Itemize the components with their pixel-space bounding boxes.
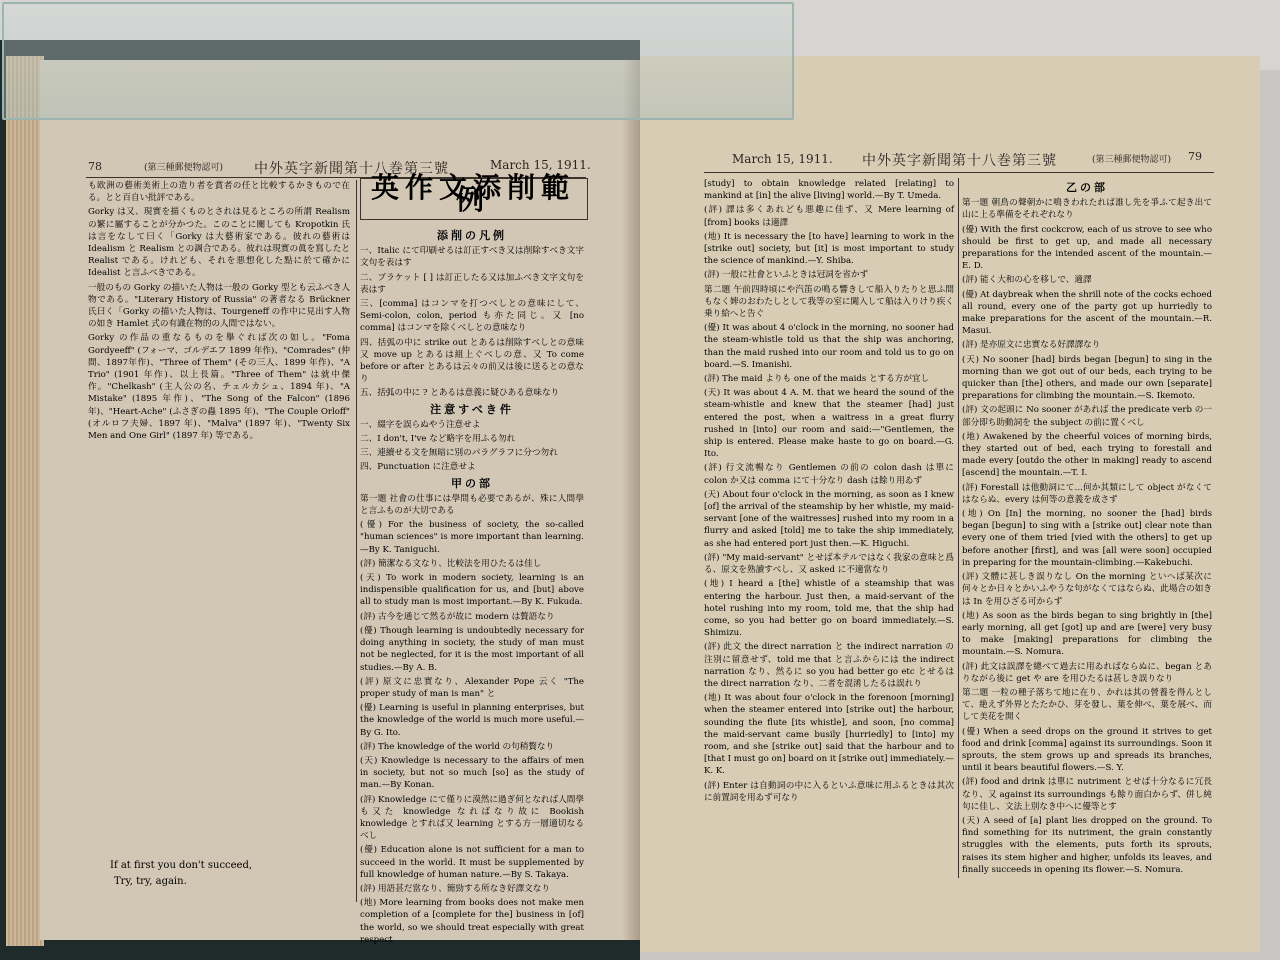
section-a-heading: 甲の部 bbox=[451, 476, 493, 490]
entry: (評) 譯は多くあれども悪趣に佳ず、又 Mere learning of [from] books は適譯 bbox=[704, 205, 954, 228]
section-a-entry: (優) Learning is useful in planning enterprises, but the knowledge of the world is much more useful.—By G. Ito. bbox=[360, 703, 584, 738]
entry: (評) 文の起頭に No sooner があれば the predicate verb の一部分即ち助動詞を the subject の前に置くべし bbox=[962, 405, 1212, 428]
entry: (評) 文體に甚しき誤りなし On the morning といへば某次に何々とか日々とかいふやうな句がなくてはならぬ、此場合の如きは In を用ひざる可からず bbox=[962, 572, 1212, 607]
paper-title: 中外英字新聞第十八巻第三號 bbox=[862, 153, 1057, 169]
rules-heading: 添削の凡例 bbox=[437, 229, 507, 242]
entry: (地) It is necessary the [to have] learning to work in the [strike out] society, but [it] is most important to study the science of mankind.—Y. Shiba. bbox=[704, 231, 954, 267]
entry: (優) When a seed drops on the ground it strives to get food and drink [comma] against its surroundings. Soon it sprouts, the stem grows up and spreads its branches, until it bears beautiful flowers.—S. Y. bbox=[962, 726, 1212, 774]
motto-line: Try, try, again. bbox=[114, 876, 187, 887]
entry: (天) No sooner [had] birds began [begun] to sing in the morning than we got out of our beds, each trying to be quicker than [the] others, and made our own [separate] preparations for climbing the mountain.—S. Ikemoto. bbox=[962, 354, 1212, 402]
rule-item: 一、Italic にて印刷せるは訂正すべき又は削除すべき文字文句を表はす bbox=[360, 246, 584, 269]
entry: (評) 此文 the direct narration と the indirect narration の注別に留意せず、told me that と言ふからには the indirect narration なり、然るに so you had better go etc とせるは the direct narration なり、二者を混淆したるは誤れり bbox=[704, 642, 954, 689]
entry: 第一題 朝鳥の聲朝かに鳴きわれたれば誰し先を爭ふて起き出て山に上る準備をそれぞれなり bbox=[962, 198, 1212, 221]
motto-line: If at first you don't succeed, bbox=[110, 860, 253, 871]
motto bbox=[110, 858, 252, 890]
permit-note: (第三種郵便物認可) bbox=[144, 163, 224, 173]
section-a-entry: (優) For the business of society, the so-called "human sciences" is more important than learning.—By K. Taniguchi. bbox=[360, 520, 584, 555]
essay-column bbox=[88, 180, 350, 840]
section-a-entry: (評) The knowledge of the world の句稍贅なり bbox=[360, 741, 555, 752]
page-edges bbox=[6, 56, 44, 946]
cautions-heading: 注意すべき件 bbox=[430, 402, 514, 416]
glass-ruler bbox=[2, 2, 794, 120]
column-divider bbox=[958, 178, 959, 878]
entry: (優) It was about 4 o'clock in the morning, no sooner had the steam-whistle told us that the ship was anchoring, than the maid rushed into our room and told us to go on board.—S. Imanishi. bbox=[704, 323, 954, 370]
entry: 第二題 一粒の種子落ちて地に在り、かれは其の營養を得んとして、絶えず外界とたたかひ、芽を發し、葉を伸べ、葉を展べ、而して美花を開く bbox=[962, 687, 1212, 723]
section-a-entry: (地) More learning from books does not make men completion of a [complete for the] business in [of] the world, so we should treat especially with great respect bbox=[360, 898, 584, 945]
caution-item: 一、綴字を誤らぬやう注意せよ bbox=[360, 419, 481, 430]
issue-date: March 15, 1911. bbox=[490, 158, 591, 172]
section-a-entry: (評) Knowledge にて僅りに漠然に過ぎ何となれば人間學も又た knowledge なればなり故に Bookish knowledge とすれば又 learning とする方一層適切なるべし bbox=[360, 794, 584, 842]
section-a-entry: (評) 原文に忠實なり、Alexander Pope 云く "The proper study of man is man" と bbox=[360, 676, 584, 699]
right-left-column bbox=[704, 178, 954, 868]
rule-item: 二、ブラケット [ ] は訂正したる又は加ふべき文字文句を表はす bbox=[360, 272, 584, 295]
article-column bbox=[360, 226, 584, 945]
entry: (評) Forestall は他動詞にて...何か其類にして object がなくてはならぬ、every は何等の意義を成さず bbox=[962, 482, 1212, 505]
section-b-heading: 乙の部 bbox=[1066, 181, 1108, 194]
paper-title: 中外英字新聞第十八巻第三號 bbox=[254, 161, 449, 177]
entry: (優) With the first cockcrow, each of us strove to see who should be first to get up, and made all necessary preparations for the intended ascent of the mountain.—E. D. bbox=[962, 224, 1212, 272]
caution-item: 四、Punctuation に注意せよ bbox=[360, 462, 476, 473]
entry: (地) On [In] the morning, no sooner the [had] birds began [begun] to sing with a [strike out] clear note than every one of them tried [vied with the others] to get up before another [first], and was [all were soon] occupied in preparing for the mountain-climbing.—Kakebuchi. bbox=[962, 509, 1212, 568]
entry: (天) A seed of [a] plant lies dropped on the ground. To find something for its nutriment, the grain constantly struggles with the elements, puts forth its sprouts, raises its stem higher and higher, unfolds its leaves, and finally succeeds in opening its flower.—S. Nomura. bbox=[962, 815, 1212, 875]
entry: (評) The maid よりも one of the maids とする方が宜し bbox=[704, 374, 930, 385]
entry: (天) About four o'clock in the morning, as soon as I knew [of] the arrival of the steamship by her whistle, my maid-servant [one of the waitresses] rushed into my room in a flurry and asked [told] me to take the ship immediately, as she had entered port just then.—K. Higuchi. bbox=[704, 489, 954, 549]
entry: (評) 是亦原文に忠實なる好譯譯なり bbox=[962, 340, 1101, 351]
entry: (評) "My maid-servant" とせば本テルではなく我家の意味と爲る、原文を熟讀すべし、又 asked に不適當なり bbox=[704, 552, 954, 576]
entry: (評) 一般に社會といふときは冠詞を省かず bbox=[704, 270, 869, 281]
entry: 第二題 午前四時頃にや汽笛の鳴る響きして船入りたりと思ふ間もなく婢のおわたしとして我等の室に闖入して船は入りけり疾く乗り給へと告ぐ bbox=[704, 284, 954, 320]
page-number: 79 bbox=[1188, 150, 1202, 163]
essay-paragraph: 一般のもの Gorky の描いた人物は一般の Gorky 型とも云ふべき人物である。"Literary History of Russia" の著者なる Brückner 氏曰く「Gorky の描いた人物は、Tourgeneff の作中に見出す人物の如き Hamlet 式の有識在物的の人間ではない。 bbox=[88, 282, 350, 330]
entry: (評) 行文流暢なり Gentlemen の前の colon dash は單に colon か又は comma にて十分なり dash は餘り用ゐず bbox=[704, 463, 954, 486]
section-a-entry: (優) Though learning is undoubtedly necessary for doing anything in society, the study of man must not be neglected, for it is the most important of all studies.—By A. B. bbox=[360, 625, 584, 673]
section-a-entry: (優) Education alone is not sufficient for a man to succeed in the world. It must be supplemented by full knowledge of human nature.—By S. Takaya. bbox=[360, 845, 584, 880]
entry: (地) Awakened by the cheerful voices of morning birds, they started out of bed, each trying to forestall and made every [outdo the other in making] ready to ascend [ascend] the mountain.—T. I. bbox=[962, 431, 1212, 479]
rule-item: 五、括弧の中に ? とあるは意義に疑ひある意味なり bbox=[360, 388, 560, 399]
section-a-entry: 第一題 社會の仕事には學問も必要であるが、殊に人間學と言ふものが大切である bbox=[360, 493, 584, 517]
entry: (評) Enter は自動詞の中に入るといふ意味に用ふるときは其次に前置詞を用ゐず可なり bbox=[704, 780, 954, 803]
rule-item: 三、[comma] はコンマを打つべしとの意味にして、Semi-colon, colon, period も亦た同じ。又 [no comma] はコンマを除くべしとの意味なり bbox=[360, 299, 584, 334]
entry: (地) It was about four o'clock in the forenoon [morning] when the steamer entered into [strike out] the harbour, sounding the flute [its whistle], and soon, [no comma] the maid-servant came busily [hurriedly] to [into] my room, and she [strike out] said that the harbour and to [that I must go on] board on it [strike out] immediately.—K. K. bbox=[704, 693, 954, 777]
section-a-entry: (評) 古今を通じて然るが故に modern は贅語なり bbox=[360, 611, 555, 622]
article-title: 英作文添削範例 bbox=[370, 171, 575, 217]
caution-item: 三、連續せる文を無暗に別のパラグラフに分つ勿れ bbox=[360, 448, 558, 459]
section-a-entry: (評) 簡潔なる文なり、比較法を用ひたるは佳し bbox=[360, 558, 542, 569]
entry: (地) I heard a [the] whistle of a steamship that was entering the harbour. Just then, a maid-servant of the hotel rushing into my room, told me, that the ship had come, so you had better go on board immediately.—S. Shimizu. bbox=[704, 579, 954, 639]
entry: (地) As soon as the birds began to sing brightly in [the] early morning, all get [got] up and are [were] very busy to make [making] preparations for climbing the mountain.—S. Nomura. bbox=[962, 610, 1212, 658]
header-rule bbox=[704, 172, 1214, 173]
essay-paragraph: も欧洲の藝術美術上の造り者を賞者の任と比較するかきもので在る。とと百自い批評である。 bbox=[88, 181, 350, 204]
issue-date: March 15, 1911. bbox=[732, 152, 833, 166]
entry: (評) food and drink は單に nutriment とせば十分なるに冗長なり、又 against its surroundings も餘り面白からず、併し純句に佳し、文法上別なき中へに優等とす bbox=[962, 777, 1212, 812]
essay-paragraph: Gorky は又、現實を描くものとされは見るところの所謂 Realism の繁に屬することが分かつた。このことに關しても Kropotkin 氏は言をなして曰く「Gorky は大藝術家である。彼れの藝術は Idealism と Realism との調合である。彼れは現實の眞を寫したと Realist である。けれども、それを悪想化した點に於て確かに Idealist と言ふべきである。 bbox=[88, 207, 350, 279]
section-a-entry: (天) To work in modern society, learning is an indispensible qualification for us, and [but] above all to study man is most important.—By K. Fukuda. bbox=[360, 573, 584, 608]
page-number: 78 bbox=[88, 160, 102, 173]
section-a-entry: (天) Knowledge is necessary to the affairs of men in society, but not so much [so] as the study of man.—By Konan. bbox=[360, 755, 584, 791]
rule-item: 四、括弧の中に strike out とあるは削除すべしとの意味又 move up とあるは組上ぐべしの意、又 To come before or after とあるは云々の前又は後に送るとの意なり bbox=[360, 337, 584, 385]
right-right-column bbox=[962, 178, 1212, 878]
essay-paragraph: Gorky の作品の重なるものを擧ぐれば次の如し。"Foma Gordyeeff" (フォーマ、ゴルデエフ 1899 年作)、"Comrades" (仲間、1897年作)、"Three of Them" (その三人、1899 年作)、"A Trio" (1901 年作)、以上長篇。"Three of Them" は就中傑作。"Chelkash" (主人公の名、チェルカシュ、1894 年)、"A Mistake" (1895 年作)、"The Song of the Falcon" (1896 年)、"Heart-Ache" (ふさぎの蟲 1895 年)、"The Couple Orloff" (オルロフ夫婦、1897 年)、"Malva" (1897 年)、"Twenty Six Men and One Girl" (1897 年) 等である。 bbox=[88, 333, 350, 442]
entry: (評) 能く大和の心を移しで、適譯 bbox=[962, 275, 1092, 286]
entry: (評) 此文は誤譯を總べて過去に用ゐればならぬに、began とありながら後に get や are を用ひたるは甚しき誤りなり bbox=[962, 661, 1212, 684]
entry: (天) It was about 4 A. M. that we heard the sound of the steam-whistle and knew that the steamer [had] just entered the post, when a waitress in a great flurry rushed in [into] our room and said:—"Gentlemen, the ship is entered. Please make haste to go on board.—G. Ito. bbox=[704, 388, 954, 460]
article-title-area bbox=[362, 171, 584, 218]
section-a-entry: (評) 用語甚だ當なり、簡勁する所なき好譯文なり bbox=[360, 883, 550, 894]
entry: [study] to obtain knowledge related [relating] to mankind at [in] the alive [living] world.—By T. Umeda. bbox=[704, 179, 954, 202]
entry: (優) At daybreak when the shrill note of the cocks echoed all round, every one of the party got up hurriedly to make preparations for the ascent of the mountain.—R. Masui. bbox=[962, 289, 1212, 337]
permit-note: (第三種郵便物認可) bbox=[1092, 155, 1172, 165]
caution-item: 二、I don't, I've など略字を用ふる勿れ bbox=[360, 434, 516, 445]
column-divider bbox=[356, 180, 357, 902]
